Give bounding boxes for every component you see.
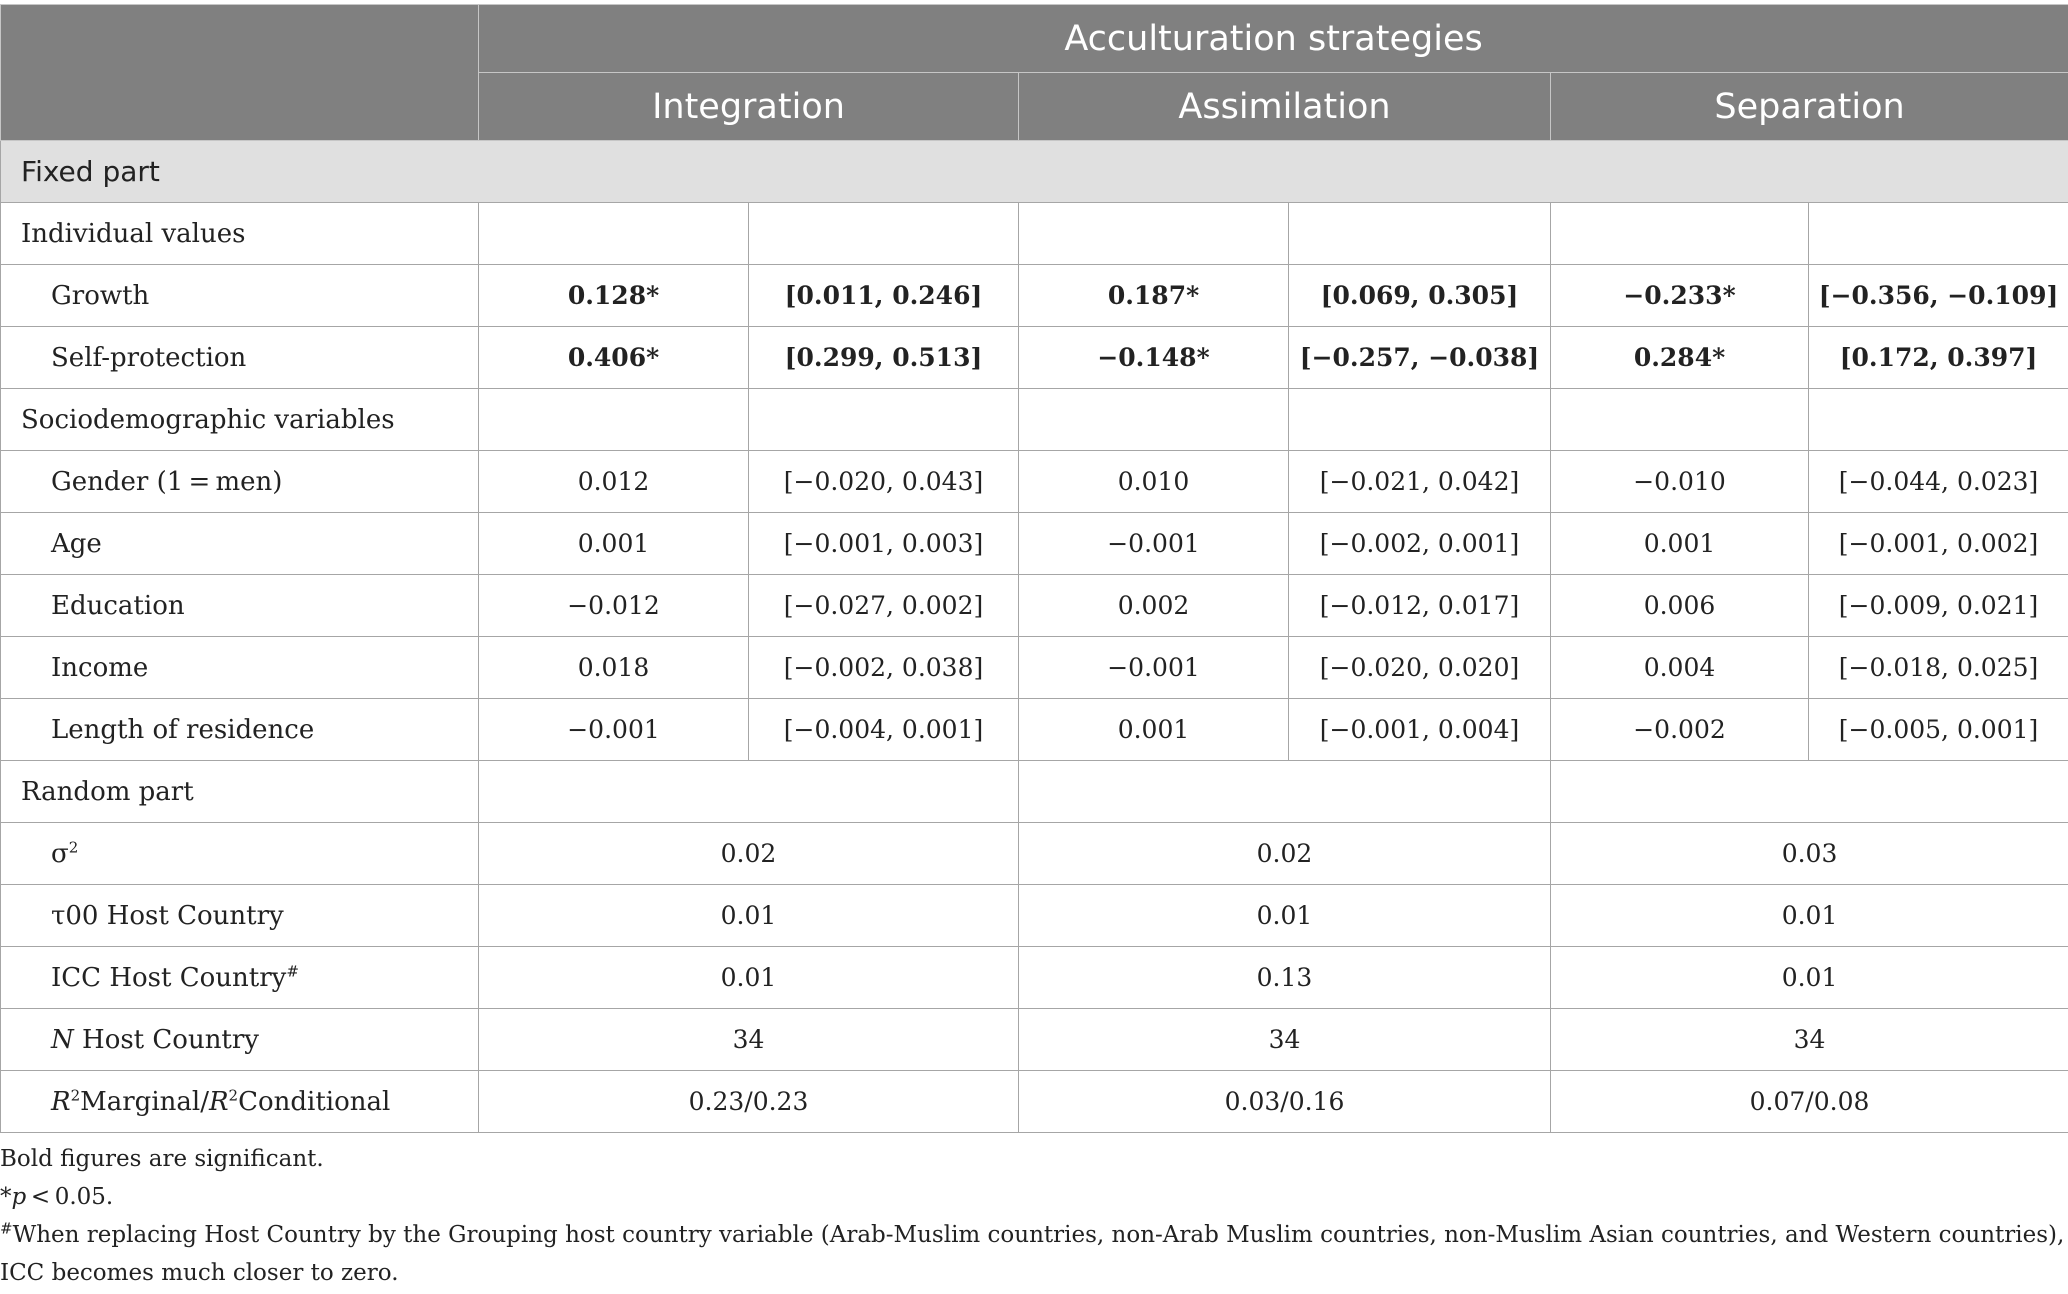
row-label: Age [1,513,479,575]
superscript: 2 [68,837,79,856]
integration-estimate: 0.128* [479,265,749,327]
assimilation-value: 0.13 [1019,947,1551,1009]
separation-ci: [−0.001, 0.002] [1809,513,2068,575]
note-icc [0,1216,2068,1292]
assimilation-ci: [−0.002, 0.001] [1289,513,1551,575]
separation-estimate: −0.233* [1551,265,1809,327]
separation-estimate: −0.010 [1551,451,1809,513]
subsection-row-individual [1,203,2068,265]
table-notes [0,1140,2068,1292]
r-symbol: R [51,1086,71,1117]
separation-value: 0.01 [1551,885,2068,947]
empty-cell [1551,761,2068,823]
note-hash: # [0,1219,13,1238]
r2-marginal: Marginal/ [80,1086,209,1117]
separation-value: 0.01 [1551,947,2068,1009]
header-assimilation: Assimilation [1019,73,1551,141]
integration-estimate: 0.012 [479,451,749,513]
assimilation-ci: [−0.012, 0.017] [1289,575,1551,637]
header-group-title: Acculturation strategies [479,5,2068,73]
integration-value: 0.02 [479,823,1019,885]
row-label: Income [1,637,479,699]
separation-ci: [−0.018, 0.025] [1809,637,2068,699]
row-label: Education [1,575,479,637]
separation-estimate: −0.002 [1551,699,1809,761]
assimilation-estimate: −0.001 [1019,513,1289,575]
separation-ci: [0.172, 0.397] [1809,327,2068,389]
assimilation-value: 0.02 [1019,823,1551,885]
row-label: Self-protection [1,327,479,389]
table-row-self-protection [1,327,2068,389]
subsection-row-socio [1,389,2068,451]
r-symbol: R [208,1086,229,1117]
integration-estimate: 0.406* [479,327,749,389]
assimilation-estimate: 0.187* [1019,265,1289,327]
empty-cell [479,389,749,451]
table-row-length-of-residence [1,699,2068,761]
assimilation-value: 0.01 [1019,885,1551,947]
table-row-tau [1,885,2068,947]
assimilation-estimate: 0.001 [1019,699,1289,761]
integration-estimate: 0.001 [479,513,749,575]
integration-estimate: 0.018 [479,637,749,699]
integration-estimate: −0.012 [479,575,749,637]
empty-cell [749,203,1019,265]
integration-ci: [−0.027, 0.002] [749,575,1019,637]
empty-cell [1019,203,1289,265]
separation-estimate: 0.284* [1551,327,1809,389]
section-row-fixed [1,141,2068,203]
empty-cell [749,389,1019,451]
assimilation-ci: [−0.257, −0.038] [1289,327,1551,389]
assimilation-ci: [−0.001, 0.004] [1289,699,1551,761]
assimilation-estimate: 0.010 [1019,451,1289,513]
note-bold-figures: Bold figures are significant. [0,1146,324,1172]
header-row-group [1,5,2068,73]
assimilation-estimate: −0.148* [1019,327,1289,389]
row-label [1,1071,479,1133]
separation-ci: [−0.356, −0.109] [1809,265,2068,327]
separation-estimate: 0.006 [1551,575,1809,637]
integration-ci: [−0.020, 0.043] [749,451,1019,513]
empty-cell [1019,761,1551,823]
assimilation-value: 0.03/0.16 [1019,1071,1551,1133]
row-label [1,1009,479,1071]
assimilation-value: 34 [1019,1009,1551,1071]
empty-cell [1809,203,2068,265]
separation-estimate: 0.001 [1551,513,1809,575]
row-label: τ00 Host Country [1,885,479,947]
r2-conditional: Conditional [238,1086,391,1117]
section-row-random [1,761,2068,823]
table-row-income [1,637,2068,699]
n-label-rest: Host Country [73,1024,259,1055]
integration-ci: [0.011, 0.246] [749,265,1019,327]
header-separation: Separation [1551,73,2068,141]
header-corner [1,5,479,141]
empty-cell [1809,389,2068,451]
integration-ci: [−0.001, 0.003] [749,513,1019,575]
table-row-sigma [1,823,2068,885]
table-row-r2 [1,1071,2068,1133]
separation-value: 0.03 [1551,823,2068,885]
header-integration: Integration [479,73,1019,141]
icc-label: ICC Host Country [51,962,287,993]
superscript: 2 [228,1085,239,1104]
table-row-age [1,513,2068,575]
note-p-threshold: < 0.05. [26,1184,114,1210]
integration-ci: [−0.002, 0.038] [749,637,1019,699]
separation-estimate: 0.004 [1551,637,1809,699]
note-star: * [0,1184,12,1210]
row-label: Gender (1 = men) [1,451,479,513]
integration-estimate: −0.001 [479,699,749,761]
assimilation-estimate: 0.002 [1019,575,1289,637]
subsection-individual-values: Individual values [1,203,479,265]
row-label: Length of residence [1,699,479,761]
integration-ci: [−0.004, 0.001] [749,699,1019,761]
table-row-growth [1,265,2068,327]
empty-cell [1551,389,1809,451]
integration-value: 0.01 [479,885,1019,947]
integration-value: 0.01 [479,947,1019,1009]
assimilation-ci: [−0.021, 0.042] [1289,451,1551,513]
subsection-sociodemographic: Sociodemographic variables [1,389,479,451]
superscript: # [286,961,299,980]
row-label: Growth [1,265,479,327]
integration-value: 34 [479,1009,1019,1071]
assimilation-ci: [−0.020, 0.020] [1289,637,1551,699]
assimilation-estimate: −0.001 [1019,637,1289,699]
integration-ci: [0.299, 0.513] [749,327,1019,389]
empty-cell [1551,203,1809,265]
section-fixed-part: Fixed part [1,141,2068,203]
empty-cell [479,203,749,265]
table-row-n [1,1009,2068,1071]
separation-value: 0.07/0.08 [1551,1071,2068,1133]
table-row-education [1,575,2068,637]
separation-ci: [−0.044, 0.023] [1809,451,2068,513]
section-random-part: Random part [1,761,479,823]
empty-cell [1019,389,1289,451]
empty-cell [479,761,1019,823]
row-label [1,947,479,1009]
note-icc-text: When replacing Host Country by the Grouping host country variable (Arab-Muslim countries, non-Arab Muslim countries, non-Muslim Asian countries, and Western countries), ICC becomes much closer to zero. [0,1222,2065,1286]
separation-value: 34 [1551,1009,2068,1071]
separation-ci: [−0.009, 0.021] [1809,575,2068,637]
note-significance [0,1178,2068,1216]
empty-cell [1289,389,1551,451]
superscript: 2 [70,1085,81,1104]
table-row-icc [1,947,2068,1009]
assimilation-ci: [0.069, 0.305] [1289,265,1551,327]
table-row-gender [1,451,2068,513]
sigma-symbol: σ [51,838,69,869]
separation-ci: [−0.005, 0.001] [1809,699,2068,761]
note-p: p [11,1184,27,1210]
n-symbol: N [51,1024,74,1055]
integration-value: 0.23/0.23 [479,1071,1019,1133]
results-table [0,4,2068,1133]
empty-cell [1289,203,1551,265]
results-table-container [0,4,2068,1133]
row-label [1,823,479,885]
